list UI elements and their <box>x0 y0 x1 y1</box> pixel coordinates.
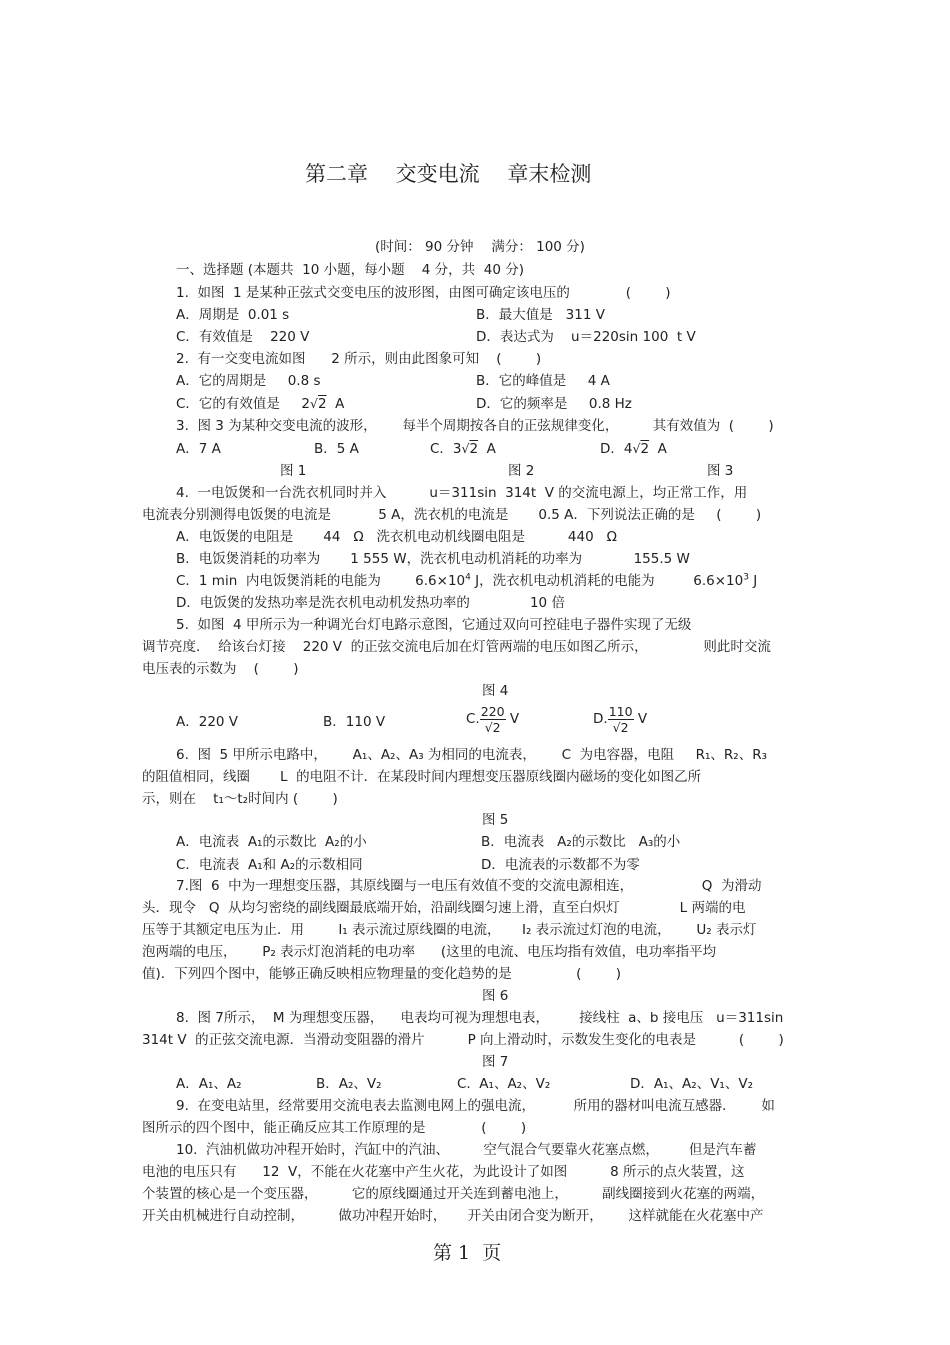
q5-option-a: A．220 V <box>176 714 239 730</box>
q2-option-c: C．它的有效值是 2√2 A <box>176 396 345 412</box>
sqrt-symbol: √ <box>612 719 621 735</box>
q4-option-c: C．1 min 内电饭煲消耗的电能为 $6.6\times 10^4$ J，洗衣机电动机消耗的电能为 $6.6\times 10^3$ J <box>176 572 758 589</box>
q7-line-1: 7.图 6 中为一理想变压器，其原线圈与一电压有效值不变的交流电源相连， Q 为滑动 <box>176 878 762 894</box>
q7-line-3: 压等于其额定电压为止．用 I₁ 表示流过原线圈的电流， I₂ 表示流过灯泡的电流， U₂ 表示灯 <box>142 922 757 938</box>
q3-option-b: B．5 A <box>314 441 359 457</box>
q6-option-b: B．电流表 A₂的示数比 A₃的小 <box>481 834 681 850</box>
q5-option-b: B．110 V <box>323 714 386 730</box>
sqrt-symbol: √ <box>461 441 470 456</box>
q1-option-d: D．表达式为 u＝220sin 100 t V <box>476 329 696 345</box>
sqrt-symbol: √ <box>632 441 641 456</box>
q10-line-1: 10. 汽油机做功冲程开始时，汽缸中的汽油、 空气混合气要靠火花塞点燃， 但是汽车蓄 <box>176 1142 757 1158</box>
q3-option-d: D．4√2 A <box>600 441 667 457</box>
section-heading: 一、选择题 (本题共 10 小题，每小题 4 分，共 40 分) <box>176 262 524 278</box>
q2-option-d: D．它的频率是 0.8 Hz <box>476 396 632 412</box>
q1-option-c: C．有效值是 220 V <box>176 329 310 345</box>
q7-line-4: 泡两端的电压， P₂ 表示灯泡消耗的电功率 (这里的电流、电压均指有效值，电功率指平均 <box>142 944 717 960</box>
q8-option-c: C. A₁、A₂、V₂ <box>457 1076 551 1092</box>
q4-line-1: 4. 一电饭煲和一台洗衣机同时并入 u＝311sin 314t V 的交流电源上，均正常工作，用 <box>176 485 748 501</box>
q6-line-3: 示，则在 t₁～t₂时间内 ( ) <box>142 791 338 807</box>
q6-option-d: D．电流表的示数都不为零 <box>481 857 640 873</box>
q4-line-2: 电流表分别测得电饭煲的电流是 5 A，洗衣机的电流是 0.5 A．下列说法正确的是 ( ) <box>142 507 762 523</box>
q6-option-c: C．电流表 A₁和 A₂的示数相同 <box>176 857 363 873</box>
q5-option-d: D. $\frac{110}{√2}$ V <box>593 703 648 735</box>
sqrt-symbol: √ <box>484 719 493 735</box>
q8-option-d: D．A₁、A₂、V₁、V₂ <box>630 1076 753 1092</box>
figure-7-caption: 图 7 <box>482 1054 509 1070</box>
q10-line-3: 个装置的核心是一个变压器， 它的原线圈通过开关连到蓄电池上， 副线圈接到火花塞的两端， <box>142 1186 765 1202</box>
q4-option-a: A．电饭煲的电阻是 44 Ω 洗衣机电动机线圈电阻是 440 Ω <box>176 529 617 545</box>
q5-line-2: 调节亮度． 给该台灯接 220 V 的正弦交流电后加在灯管两端的电压如图乙所示， 则此时交流 <box>142 639 771 655</box>
q10-line-4: 开关由机械进行自动控制， 做功冲程开始时， 开关由闭合变为断开， 这样就能在火花塞中产 <box>142 1208 764 1224</box>
q7-line-5: 值)．下列四个图中，能够正确反映相应物理量的变化趋势的是 ( ) <box>142 966 621 982</box>
q8-line-1: 8. 图 7所示， M 为理想变压器， 电表均可视为理想电表， 接线柱 a、b 接电压 u＝311sin <box>176 1010 784 1026</box>
q9-line-2: 图所示的四个图中，能正确反应其工作原理的是 ( ) <box>142 1120 527 1136</box>
figure-4-caption: 图 4 <box>482 683 509 699</box>
q3-stem: 3. 图 3 为某种交变电流的波形， 每半个周期按各自的正弦规律变化， 其有效值为 ( ) <box>176 418 774 434</box>
q7-line-2: 头．现令 Q 从均匀密绕的副线圈最底端开始，沿副线圈匀速上滑，直至白炽灯 L 两端的电 <box>142 900 746 916</box>
q4-option-d: D．电饭煲的发热功率是洗衣机电动机发热功率的 10 倍 <box>176 595 565 611</box>
q2-stem: 2. 有一交变电流如图 2 所示，则由此图象可知 ( ) <box>176 351 542 367</box>
fraction: $\frac{110}{√2}$ <box>608 703 633 735</box>
q8-line-2: 314t V 的正弦交流电源．当滑动变阻器的滑片 P 向上滑动时，示数发生变化的电表是 ( ) <box>142 1032 784 1048</box>
q9-line-1: 9. 在变电站里，经常要用交流电表去监测电网上的强电流， 所用的器材叫电流互感器． 如 <box>176 1098 775 1114</box>
q1-option-b: B．最大值是 311 V <box>476 307 605 323</box>
q6-line-1: 6. 图 5 甲所示电路中， A₁、A₂、A₃ 为相同的电流表， C 为电容器，电阻 R₁、R₂、R₃ <box>176 747 767 763</box>
q10-line-2: 电池的电压只有 12 V，不能在火花塞中产生火花，为此设计了如图 8 所示的点火装置，这 <box>142 1164 745 1180</box>
q5-line-3: 电压表的示数为 ( ) <box>142 661 299 677</box>
sqrt-symbol: √ <box>309 396 318 411</box>
q2-option-a: A．它的周期是 0.8 s <box>176 373 321 389</box>
q6-line-2: 的阻值相同，线圈 L 的电阻不计．在某段时间内理想变压器原线圈内磁场的变化如图乙所 <box>142 769 702 785</box>
figure-6-caption: 图 6 <box>482 988 509 1004</box>
q6-option-a: A．电流表 A₁的示数比 A₂的小 <box>176 834 367 850</box>
figure-3-caption: 图 3 <box>707 463 734 479</box>
figure-1-caption: 图 1 <box>280 463 307 479</box>
fraction: $\frac{220}{√2}$ <box>480 703 505 735</box>
q2-option-b: B．它的峰值是 4 A <box>476 373 610 389</box>
q1-stem: 1. 如图 1 是某种正弦式交变电压的波形图，由图可确定该电压的 ( ) <box>176 285 671 301</box>
q1-option-a: A．周期是 0.01 s <box>176 307 290 323</box>
q5-option-c: C. $\frac{220}{√2}$ V <box>466 703 520 735</box>
q3-option-c: C．3√2 A <box>430 441 496 457</box>
page-number: 第 1 页 <box>433 1242 502 1264</box>
figure-2-caption: 图 2 <box>508 463 535 479</box>
chapter-title: 第二章 交变电流 章末检测 <box>305 162 592 186</box>
q3-option-a: A．7 A <box>176 441 221 457</box>
q8-option-a: A．A₁、A₂ <box>176 1076 242 1092</box>
q4-option-b: B．电饭煲消耗的功率为 1 555 W，洗衣机电动机消耗的功率为 155.5 W <box>176 551 690 567</box>
q5-line-1: 5. 如图 4 甲所示为一种调光台灯电路示意图，它通过双向可控硅电子器件实现了无级 <box>176 617 692 633</box>
exam-meta: (时间： 90 分钟 满分： 100 分) <box>375 239 585 255</box>
figure-5-caption: 图 5 <box>482 812 509 828</box>
q8-option-b: B．A₂、V₂ <box>316 1076 382 1092</box>
